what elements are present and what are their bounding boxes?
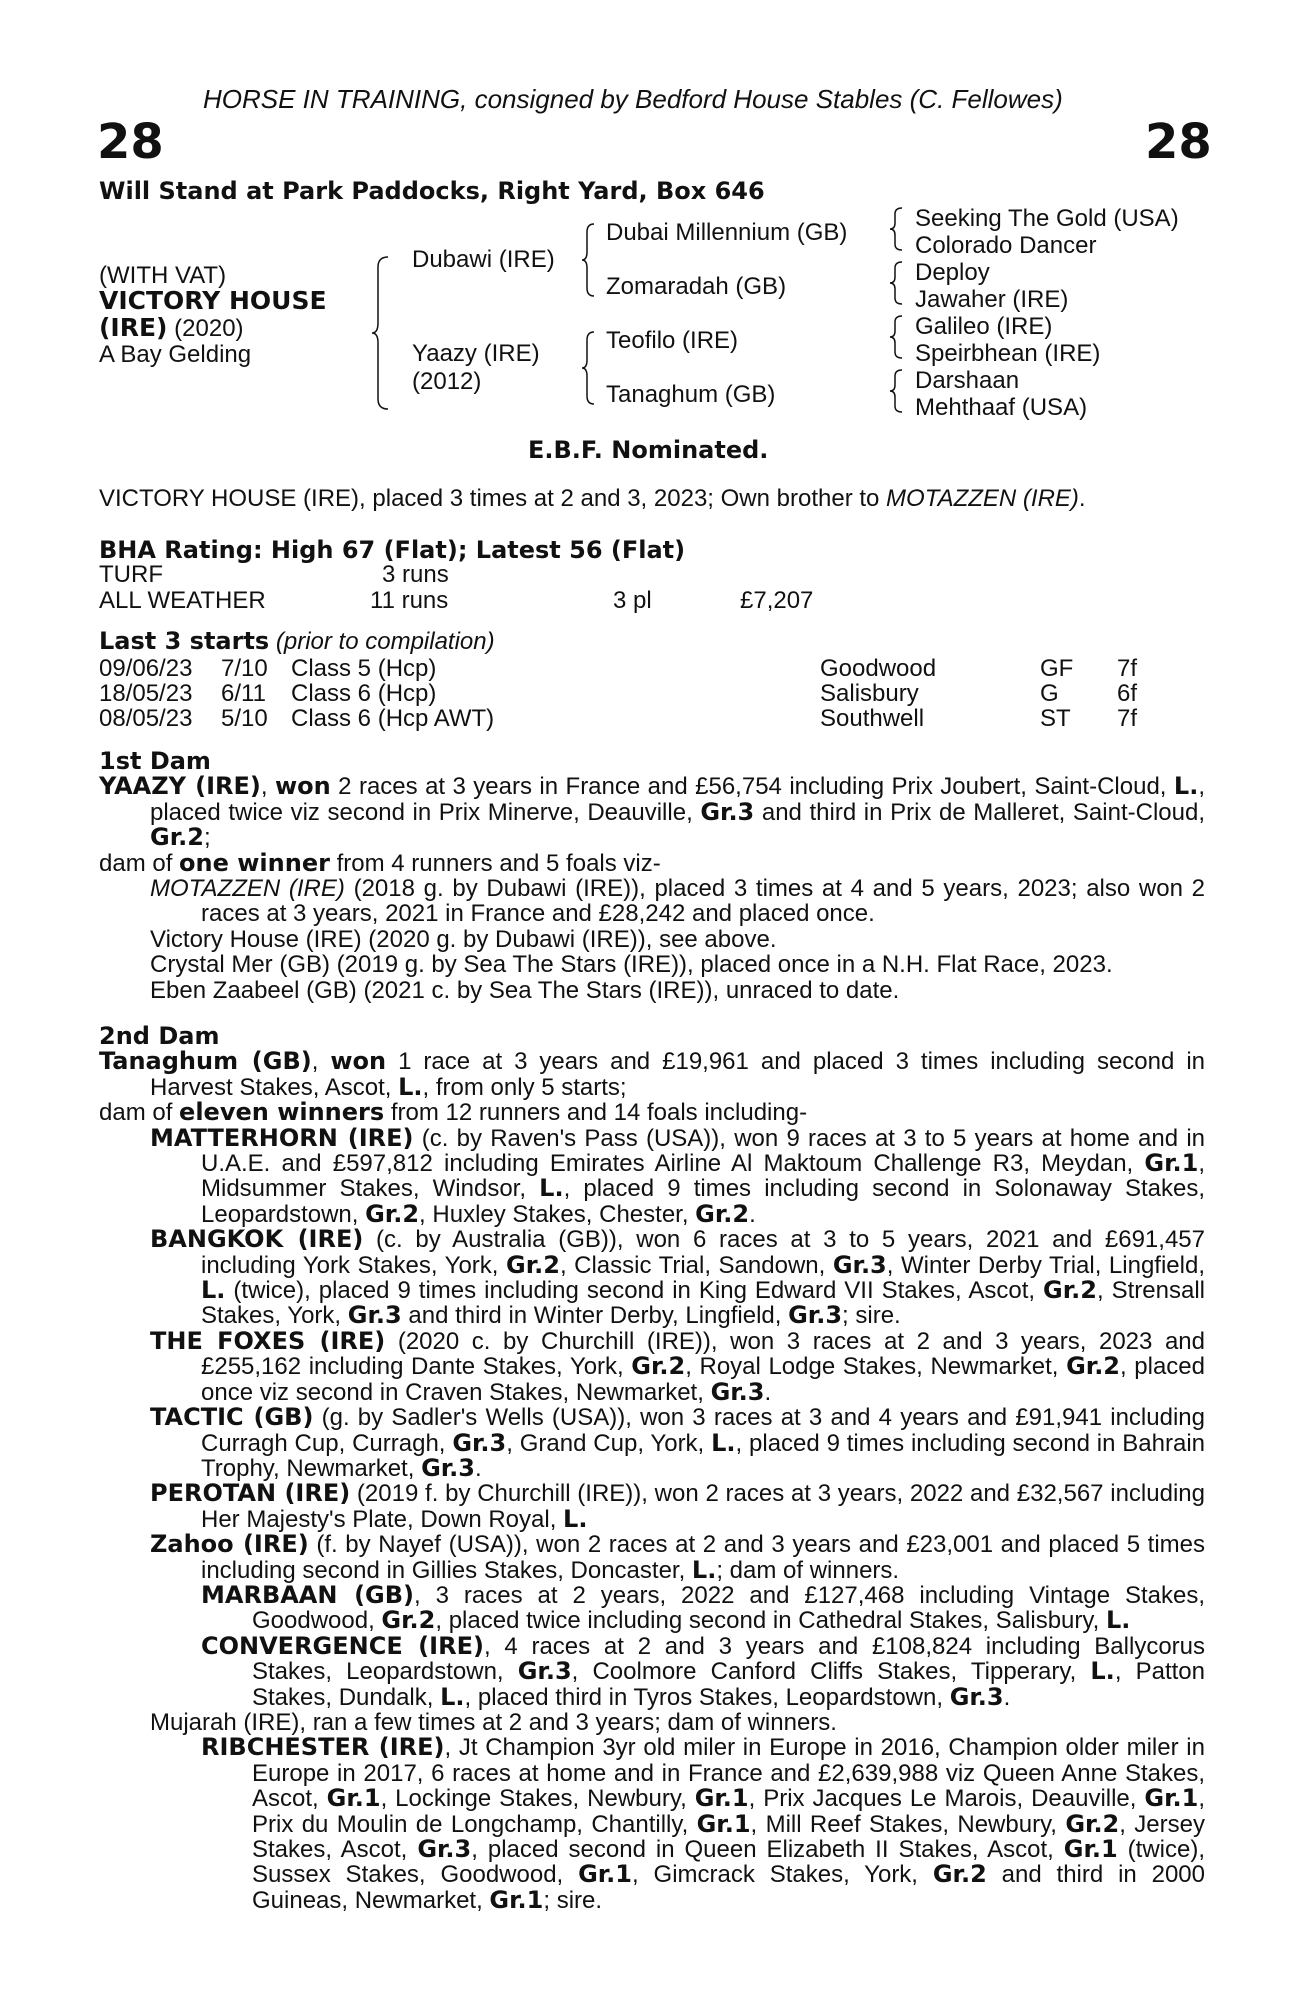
pedigree-sire: Dubawi (IRE) <box>412 246 555 273</box>
pedigree-brace-sire <box>580 222 596 298</box>
last3-pos: 6/11 <box>221 680 266 707</box>
pedigree-dam-dam: Tanaghum (GB) <box>606 381 776 408</box>
offspring-perotan: PEROTAN (IRE) (2019 f. by Churchill (IRE)), won 2 races at 3 years, 2022 and £32,567 including Her Majesty's Plate, Down Royal, L. <box>150 1479 1205 1533</box>
pedigree-dss: Galileo (IRE) <box>915 313 1053 340</box>
bha-runs-aw: 11 runs <box>370 587 449 614</box>
pedigree-ssd: Colorado Dancer <box>915 232 1097 259</box>
pedigree-dam-year: (2012) <box>412 368 482 395</box>
second-dam-section <box>99 1024 1205 1913</box>
last3-pos: 5/10 <box>221 705 268 732</box>
first-dam-record: YAAZY (IRE), won 2 races at 3 years in France and £56,754 including Prix Joubert, Saint-Cloud, L., placed twice viz second in Prix Minerve, Deauville, Gr.3 and third in Prix de Malleret, Saint-Cloud, Gr.2; <box>99 772 1205 852</box>
first-dam-title: 1st Dam <box>99 747 211 775</box>
offspring-ribchester: RIBCHESTER (IRE), Jt Champion 3yr old miler in Europe in 2016, Champion older miler in Europe in 2017, 6 races at home and in France and £2,639,988 viz Queen Anne Stakes, Ascot, Gr.1, Lockinge Stakes, Newbury, Gr.1, Prix Jacques Le Marois, Deauville, Gr.1, Prix du Moulin de Longchamp, Chantilly, Gr.1, Mill Reef Stakes, Newbury, Gr.2, Jersey Stakes, Ascot, Gr.3, placed second in Queen Elizabeth II Stakes, Ascot, Gr.1 (twice), Sussex Stakes, Goodwood, Gr.1, Gimcrack Stakes, York, Gr.2 and third in 2000 Guineas, Newmarket, Gr.1; sire. <box>201 1733 1205 1914</box>
last3-course: Salisbury <box>820 680 919 707</box>
last3-pos: 7/10 <box>221 655 268 682</box>
lot-number-left: 28 <box>97 114 164 170</box>
offspring-the-foxes: THE FOXES (IRE) (2020 c. by Churchill (IRE)), won 3 races at 2 and 3 years, 2023 and £255,162 including Dante Stakes, York, Gr.2, Royal Lodge Stakes, Newmarket, Gr.2, placed once viz second in Craven Stakes, Newmarket, Gr.3. <box>150 1326 1206 1406</box>
bha-rating-title: BHA Rating: High 67 (Flat); Latest 56 (Flat) <box>99 536 686 564</box>
horse-description: A Bay Gelding <box>99 341 252 368</box>
last3-going: ST <box>1040 705 1071 732</box>
last3-date: 09/06/23 <box>99 655 193 682</box>
last3-distance: 6f <box>1117 680 1138 707</box>
bha-placed-aw: 3 pl <box>613 587 652 614</box>
offspring-bangkok: BANGKOK (IRE) (c. by Australia (GB)), won 6 races at 3 to 5 years, 2021 and £691,457 including York Stakes, York, Gr.2, Classic Trial, Sandown, Gr.3, Winter Derby Trial, Lingfield, L. (twice), placed 9 times including second in King Edward VII Stakes, Ascot, Gr.2, Strensall Stakes, York, Gr.3 and third in Winter Derby, Lingfield, Gr.3; sire. <box>150 1225 1206 1330</box>
pedigree-brace-ds <box>888 314 904 360</box>
second-dam-record: Tanaghum (GB), won 1 race at 3 years and £19,961 and placed 3 times including second in Harvest Stakes, Ascot, L., from only 5 starts; <box>99 1047 1205 1101</box>
bha-prize-aw: £7,207 <box>740 587 814 614</box>
last3-course: Goodwood <box>820 655 937 682</box>
pedigree-brace-sd <box>888 260 904 306</box>
second-dam-title: 2nd Dam <box>99 1022 220 1050</box>
first-dam-produce-summary: dam of one winner from 4 runners and 5 foals viz- <box>99 848 661 877</box>
horse-name-suffix: (IRE) (2020) <box>99 313 244 342</box>
bha-surface-turf: TURF <box>99 561 163 588</box>
lot-number-right: 28 <box>1145 114 1212 170</box>
offspring-convergence: CONVERGENCE (IRE), 4 races at 2 and 3 years and £108,824 including Ballycorus Stakes, Leopardstown, Gr.3, Coolmore Canford Cliffs Stakes, Tipperary, L., Patton Stakes, Dundalk, L., placed third in Tyros Stakes, Leopardstown, Gr.3. <box>201 1631 1206 1711</box>
pedigree-brace-ss <box>888 206 904 252</box>
last3-distance: 7f <box>1117 655 1138 682</box>
pedigree-sdd: Jawaher (IRE) <box>915 286 1069 313</box>
last3-going: GF <box>1040 655 1074 682</box>
offspring-zahoo: Zahoo (IRE) (f. by Nayef (USA)), won 2 races at 2 and 3 years and £23,001 and placed 5 times including second in Gillies Stakes, Doncaster, L.; dam of winners. <box>150 1530 1206 1584</box>
pedigree-ddd: Mehthaaf (USA) <box>915 394 1088 421</box>
last3-class: Class 5 (Hcp) <box>291 655 437 682</box>
pedigree-sire-dam: Zomaradah (GB) <box>606 273 787 300</box>
pedigree-dam-sire: Teofilo (IRE) <box>606 327 739 354</box>
last3-course: Southwell <box>820 705 925 732</box>
pedigree-sss: Seeking The Gold (USA) <box>915 205 1179 232</box>
consignment-header: HORSE IN TRAINING, consigned by Bedford House Stables (C. Fellowes) <box>203 84 1063 114</box>
pedigree-dsd: Speirbhean (IRE) <box>915 340 1101 367</box>
foal-entry: Eben Zaabeel (GB) (2021 c. by Sea The Stars (IRE)), unraced to date. <box>150 976 900 1004</box>
vat-note: (WITH VAT) <box>99 262 227 289</box>
pedigree-brace-main <box>370 255 390 411</box>
foal-entry: MOTAZZEN (IRE) (2018 g. by Dubawi (IRE)), placed 3 times at 4 and 5 years, 2023; also won 2 races at 3 years, 2021 in France and £28,242 and placed once. <box>150 875 1205 928</box>
last3-title: Last 3 starts (prior to compilation) <box>99 627 495 655</box>
pedigree-sds: Deploy <box>915 259 990 286</box>
last3-distance: 7f <box>1117 705 1138 732</box>
ebf-nominated: E.B.F. Nominated. <box>528 436 769 464</box>
last3-date: 08/05/23 <box>99 705 193 732</box>
foal-entry: Crystal Mer (GB) (2019 g. by Sea The Stars (IRE)), placed once in a N.H. Flat Race, 2023. <box>150 951 1113 979</box>
last3-going: G <box>1040 680 1059 707</box>
pedigree-brace-dam <box>580 330 596 406</box>
bha-surface-aw: ALL WEATHER <box>99 587 266 614</box>
bha-runs-turf: 3 runs <box>382 561 449 588</box>
horse-name: VICTORY HOUSE <box>99 286 327 315</box>
offspring-mujarah: Mujarah (IRE), ran a few times at 2 and 3 years; dam of winners. <box>150 1708 837 1736</box>
foal-entry: Victory House (IRE) (2020 g. by Dubawi (IRE)), see above. <box>150 925 777 953</box>
first-dam-section <box>99 749 1205 1003</box>
pedigree-dds: Darshaan <box>915 367 1020 394</box>
offspring-matterhorn: MATTERHORN (IRE) (c. by Raven's Pass (USA)), won 9 races at 3 to 5 years at home and in U.A.E. and £597,812 including Emirates Airline Al Maktoum Challenge R3, Meydan, Gr.1, Midsummer Stakes, Windsor, L., placed 9 times including second in Solonaway Stakes, Leopardstown, Gr.2, Huxley Stakes, Chester, Gr.2. <box>150 1123 1205 1228</box>
pedigree-sire-sire: Dubai Millennium (GB) <box>606 219 848 246</box>
last3-date: 18/05/23 <box>99 680 193 707</box>
last3-class: Class 6 (Hcp AWT) <box>291 705 495 732</box>
second-dam-produce-summary: dam of eleven winners from 12 runners and 14 foals including- <box>99 1098 808 1127</box>
summary-line: VICTORY HOUSE (IRE), placed 3 times at 2 and 3, 2023; Own brother to MOTAZZEN (IRE). <box>99 485 1086 512</box>
offspring-marbaan: MARBAAN (GB), 3 races at 2 years, 2022 and £127,468 including Vintage Stakes, Goodwood, Gr.2, placed twice including second in Cathedral Stakes, Salisbury, L. <box>201 1580 1206 1635</box>
last3-class: Class 6 (Hcp) <box>291 680 437 707</box>
stand-location: Will Stand at Park Paddocks, Right Yard, Box 646 <box>99 177 765 205</box>
pedigree-dam: Yaazy (IRE) <box>412 340 540 367</box>
pedigree-brace-dd <box>888 368 904 414</box>
offspring-tactic: TACTIC (GB) (g. by Sadler's Wells (USA)), won 3 races at 3 and 4 years and £91,941 including Curragh Cup, Curragh, Gr.3, Grand Cup, York, L., placed 9 times including second in Bahrain Trophy, Newmarket, Gr.3. <box>150 1403 1206 1482</box>
